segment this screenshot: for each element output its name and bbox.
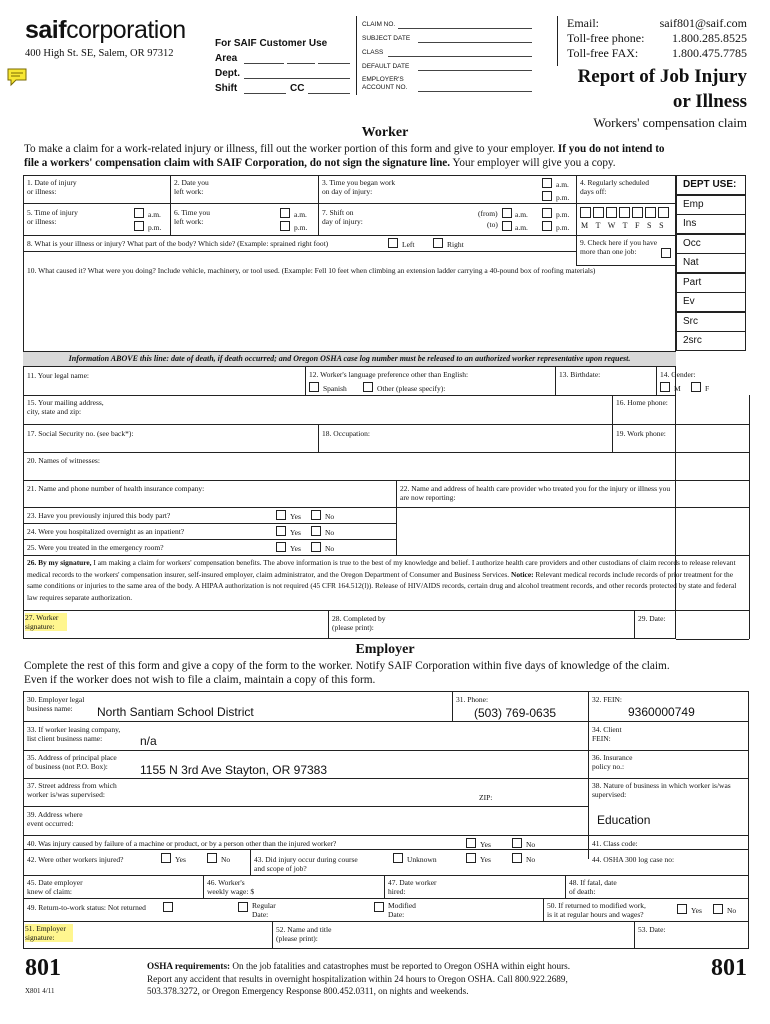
gender-m-label: M (674, 384, 681, 393)
no-label: No (221, 855, 231, 864)
spanish-label: Spanish (323, 384, 347, 393)
field-25-label[interactable]: 25. Were you treated in the emergency room? (27, 543, 164, 552)
field-36-label[interactable]: 36. Insurance policy no.: (592, 753, 633, 771)
field-24-yes-checkbox[interactable] (276, 526, 286, 536)
field-31-label[interactable]: 31. Phone: (456, 695, 489, 704)
field-20-label[interactable]: 20. Names of witnesses: (27, 456, 100, 465)
right-checkbox[interactable] (433, 238, 443, 248)
field-42-no-checkbox[interactable] (207, 853, 217, 863)
field-5-am-checkbox[interactable] (134, 208, 144, 218)
day-off-checkbox[interactable] (580, 207, 591, 218)
field-5-label[interactable]: 5. Time of injury or illness: (27, 208, 78, 226)
field-27-label[interactable]: 27. Worker signature: (25, 613, 67, 631)
field-2-label[interactable]: 2. Date you left work: (174, 178, 209, 196)
field-3-am-checkbox[interactable] (542, 178, 552, 188)
customer-use-title: For SAIF Customer Use (215, 38, 328, 49)
no-label: No (526, 840, 536, 849)
default-date-label: DEFAULT DATE (362, 63, 410, 70)
fax-label: Toll-free FAX: (567, 46, 639, 60)
from-label: (from) (478, 209, 498, 218)
fein-value[interactable]: 9360000749 (628, 705, 695, 719)
no-label: No (325, 544, 335, 553)
gender-f-label: F (705, 384, 710, 393)
nature-of-business-value[interactable]: Education (597, 813, 651, 827)
field-23-label[interactable]: 23. Have you previously injured this body part? (27, 511, 171, 520)
field-43-label[interactable]: 43. Did injury occur during course and scope of job? (254, 855, 358, 873)
email-value[interactable]: saif801@saif.com (659, 16, 747, 30)
worker-section-title: Worker (361, 125, 409, 140)
yes-label: Yes (480, 840, 491, 849)
no-label: No (325, 512, 335, 521)
field-33-label[interactable]: 33. If worker leasing company, list client business name: (27, 725, 121, 743)
fax-value: 1.800.475.7785 (672, 46, 747, 60)
client-business-value[interactable]: n/a (140, 734, 157, 748)
field-7-to-am-checkbox[interactable] (502, 221, 512, 231)
left-checkbox[interactable] (388, 238, 398, 248)
field-42-yes-checkbox[interactable] (161, 853, 171, 863)
dept-use-occ: Occ (676, 234, 746, 254)
gender-f-checkbox[interactable] (691, 382, 701, 392)
yes-label: Yes (290, 512, 301, 521)
dept-use-nat: Nat (676, 253, 746, 273)
claim-no-label: CLAIM NO. (362, 21, 396, 28)
field-28-label[interactable]: 28. Completed by (please print): (332, 614, 386, 632)
field-24-label[interactable]: 24. Were you hospitalized overnight as an inpatient? (27, 527, 185, 536)
regular-label: Regular Date: (252, 901, 276, 919)
field-6-label[interactable]: 6. Time you left work: (174, 208, 211, 226)
field-16-label[interactable]: 16. Home phone: (616, 398, 668, 407)
field-48-label[interactable]: 48. If fatal, date of death: (569, 878, 617, 896)
field-21-label[interactable]: 21. Name and phone number of health insurance company: (27, 484, 205, 493)
field-6-pm-checkbox[interactable] (280, 221, 290, 231)
right-label: Right (447, 240, 464, 249)
employer-intro-1: Complete the rest of this form and give a copy of the form to the worker. Notify SAIF Corporation within five days of knowledge of the claim. (24, 660, 670, 672)
phone-value: 1.800.285.8525 (672, 31, 747, 45)
subject-date-label: SUBJECT DATE (362, 35, 411, 42)
field-50-no-checkbox[interactable] (713, 904, 723, 914)
modified-label: Modified Date: (388, 901, 416, 919)
dept-use-part: Part (676, 273, 746, 293)
field-43-unknown-checkbox[interactable] (393, 853, 403, 863)
dept-use-ev: Ev (676, 292, 746, 312)
no-label: No (325, 528, 335, 537)
day-off-checkbox[interactable] (645, 207, 656, 218)
field-5-pm-checkbox[interactable] (134, 221, 144, 231)
field-3-pm-checkbox[interactable] (542, 191, 552, 201)
principal-address-value[interactable]: 1155 N 3rd Ave Stayton, OR 97383 (140, 763, 328, 777)
day-off-checkbox[interactable] (632, 207, 643, 218)
field-18-label[interactable]: 18. Occupation: (322, 429, 370, 438)
dept-label: Dept. (215, 68, 240, 79)
field-9-label[interactable]: 9. Check here if you have more than one job: (580, 238, 658, 256)
field-46-label[interactable]: 46. Worker's weekly wage: $ (207, 878, 255, 896)
field-1-label[interactable]: 1. Date of injury or illness: (27, 178, 77, 196)
info-bar-text: Information ABOVE this line: date of death, if death occurred; and Oregon OSHA case log number must be released to an authorized worker representative upon request. (68, 354, 631, 363)
field-40-label[interactable]: 40. Was injury caused by failure of a machine or product, or by a person other than the injured worker? (27, 839, 337, 848)
field-30-label[interactable]: 30. Employer legal business name: (27, 695, 85, 713)
field-49-label[interactable]: 49. Return-to-work status: Not returned (27, 903, 146, 912)
employers-account-label-1: EMPLOYER'S (362, 76, 404, 83)
field-25-no-checkbox[interactable] (311, 542, 321, 552)
field-42-label[interactable]: 42. Were other workers injured? (27, 855, 124, 864)
left-label: Left (402, 240, 415, 249)
field-39-label[interactable]: 39. Address where event occurred: (27, 810, 83, 828)
field-50-yes-checkbox[interactable] (677, 904, 687, 914)
field-17-label[interactable]: 17. Social Security no. (see back*): (27, 429, 134, 438)
field-26-text: 26. By my signature, I am making a claim for workers' compensation benefits. The above information is true to the best of my knowledge and belief. I authorize health care providers and other custodians of claim records to release relevant medical records to the workers' compensation insurer, self-insured employer, claim administrator, and the Oregon Department of Consumer and Business Services. Notice: Relevant medical records include records of prior treatment for the same conditions or injuries to the same area of the body. A HIPAA authorization is not required (45 CFR 164.512(l)). Release of HIV/AIDS records, certain drug and alcohol treatment records, and other records protected by state and federal law requires separate authorization. (27, 558, 737, 602)
field-23-no-checkbox[interactable] (311, 510, 321, 520)
form-number-right: 801 (711, 955, 747, 981)
field-23-yes-checkbox[interactable] (276, 510, 286, 520)
area-label: Area (215, 53, 238, 64)
field-7-to-pm-checkbox[interactable] (542, 221, 552, 231)
day-off-checkbox[interactable] (593, 207, 604, 218)
field-37-label[interactable]: 37. Street address from which worker is/was supervised: (27, 781, 117, 799)
field-40-yes-checkbox[interactable] (466, 838, 476, 848)
logo (25, 16, 186, 45)
field-7-from-pm-checkbox[interactable] (542, 208, 552, 218)
form-code: X801 4/11 (25, 987, 55, 995)
dept-use-title: DEPT USE: (676, 175, 746, 195)
unknown-label: Unknown (407, 855, 437, 864)
days-labels: M T W T F S S (581, 221, 665, 230)
field-22-label[interactable]: 22. Name and address of health care provider who treated you for the injury or illness you are now reporting: (400, 484, 671, 502)
am-label: a.m. (515, 223, 528, 232)
dept-use-ins: Ins (676, 214, 746, 234)
am-label: a.m. (148, 210, 161, 219)
to-label: (to) (487, 220, 498, 229)
am-label: a.m. (556, 180, 569, 189)
field-47-label[interactable]: 47. Date worker hired: (388, 878, 437, 896)
field-15-label[interactable]: 15. Your mailing address, city, state and zip: (27, 398, 104, 416)
field-38-label[interactable]: 38. Nature of business in which worker is/was supervised: (592, 781, 731, 799)
day-off-checkbox[interactable] (619, 207, 630, 218)
pm-label: p.m. (556, 193, 570, 202)
dept-use-emp: Emp (676, 195, 746, 215)
osha-requirements: OSHA requirements: On the job fatalities and catastrophes must be reported to Oregon OSHA within eight hours. Report any accident that results in overnight hospitalization within 24 hours to Oregon OSHA. Call 800.922.2689, 503.378.3272, or Oregon Emergency Response 800.452.0311, on nights and weekends. (147, 961, 570, 996)
field-43-yes-checkbox[interactable] (466, 853, 476, 863)
field-12-label[interactable]: 12. Worker's language preference other than English: (309, 370, 469, 379)
day-off-checkbox[interactable] (606, 207, 617, 218)
phone-label: Toll-free phone: (567, 31, 645, 45)
gender-m-checkbox[interactable] (660, 382, 670, 392)
field-11-label[interactable]: 11. Your legal name: (27, 371, 90, 380)
yes-label: Yes (691, 906, 702, 915)
logo-light: corporation (66, 16, 186, 44)
cc-label: CC (290, 83, 305, 94)
field-6-am-checkbox[interactable] (280, 208, 290, 218)
yes-label: Yes (175, 855, 186, 864)
dept-use-src: Src (676, 312, 746, 332)
field-50-label[interactable]: 50. If returned to modified work, is it at regular hours and wages? (547, 901, 646, 919)
regular-checkbox[interactable] (238, 902, 248, 912)
shift-label: Shift (215, 83, 238, 94)
report-title-line-2: or Illness (672, 91, 747, 112)
logo-bold: saif (25, 16, 67, 44)
field-52-label[interactable]: 52. Name and title (please print): (276, 925, 332, 943)
info-bar (23, 351, 676, 367)
employer-section-title: Employer (355, 642, 415, 657)
pm-label: p.m. (556, 210, 570, 219)
field-43-no-checkbox[interactable] (512, 853, 522, 863)
am-label: a.m. (294, 210, 307, 219)
no-label: No (727, 906, 737, 915)
zip-label: ZIP: (479, 793, 493, 802)
other-language-checkbox[interactable] (363, 382, 373, 392)
field-34-label[interactable]: 34. Client FEIN: (592, 725, 622, 743)
field-35-label[interactable]: 35. Address of principal place of business (not P.O. Box): (27, 753, 117, 771)
field-24-no-checkbox[interactable] (311, 526, 321, 536)
field-40-no-checkbox[interactable] (512, 838, 522, 848)
am-label: a.m. (515, 210, 528, 219)
field-13-label[interactable]: 13. Birthdate: (559, 370, 601, 379)
field-45-label[interactable]: 45. Date employer knew of claim: (27, 878, 83, 896)
pm-label: p.m. (294, 223, 308, 232)
worker-intro: To make a claim for a work-related injury or illness, fill out the worker portion of this form and give to your employer. If you do not intend to file a workers' compensation claim with SAIF Corporation, do not sign the signature line. Your employer will give you a copy. (24, 143, 665, 169)
field-25-yes-checkbox[interactable] (276, 542, 286, 552)
not-returned-checkbox[interactable] (163, 902, 173, 912)
field-53-label[interactable]: 53. Date: (638, 925, 666, 934)
modified-checkbox[interactable] (374, 902, 384, 912)
pm-label: p.m. (148, 223, 162, 232)
form-number: 801 (25, 955, 61, 981)
saif-address: 400 High St. SE, Salem, OR 97312 (25, 48, 174, 59)
field-29-label[interactable]: 29. Date: (638, 614, 666, 623)
employers-account-label-2: ACCOUNT NO. (362, 84, 408, 91)
phone-value[interactable]: (503) 769-0635 (474, 706, 557, 720)
more-than-one-job-checkbox[interactable] (661, 248, 671, 258)
report-subtitle: Workers' compensation claim (593, 115, 747, 130)
spanish-checkbox[interactable] (309, 382, 319, 392)
field-4-label[interactable]: 4. Regularly scheduled days off: (580, 178, 649, 196)
other-language-label: Other (please specify): (377, 384, 446, 393)
field-8-label[interactable]: 8. What is your illness or injury? What part of the body? Which side? (Example: sprained right foot) (27, 239, 329, 248)
yes-label: Yes (480, 855, 491, 864)
day-off-checkbox[interactable] (658, 207, 669, 218)
yes-label: Yes (290, 544, 301, 553)
field-10-label[interactable]: 10. What caused it? What were you doing? Include vehicle, machinery, or tool used. (Example: Fell 10 feet when climbing an extension ladder carrying a 40-pound box of roofing materials) (27, 266, 596, 275)
no-label: No (526, 855, 536, 864)
email-label: Email: (567, 16, 599, 30)
employer-name-value[interactable]: North Santiam School District (97, 705, 254, 719)
pm-label: p.m. (556, 223, 570, 232)
comment-icon (6, 66, 28, 88)
field-44-label[interactable]: 44. OSHA 300 log case no: (592, 855, 675, 864)
employer-intro-2: Even if the worker does not wish to file a claim, maintain a copy of this form. (24, 674, 376, 686)
field-41-label[interactable]: 41. Class code: (592, 839, 638, 848)
class-label: CLASS (362, 49, 384, 56)
report-title-line-1: Report of Job Injury (577, 66, 747, 87)
field-7-from-am-checkbox[interactable] (502, 208, 512, 218)
field-19-label[interactable]: 19. Work phone: (616, 429, 666, 438)
field-7-label[interactable]: 7. Shift on day of injury: (322, 208, 363, 226)
dept-use-2src: 2src (676, 331, 746, 351)
field-14-label[interactable]: 14. Gender: (660, 370, 696, 379)
field-32-label[interactable]: 32. FEIN: (592, 695, 622, 704)
field-3-label[interactable]: 3. Time you began work on day of injury: (322, 178, 396, 196)
field-51-label[interactable]: 51. Employer signature: (25, 924, 73, 942)
yes-label: Yes (290, 528, 301, 537)
